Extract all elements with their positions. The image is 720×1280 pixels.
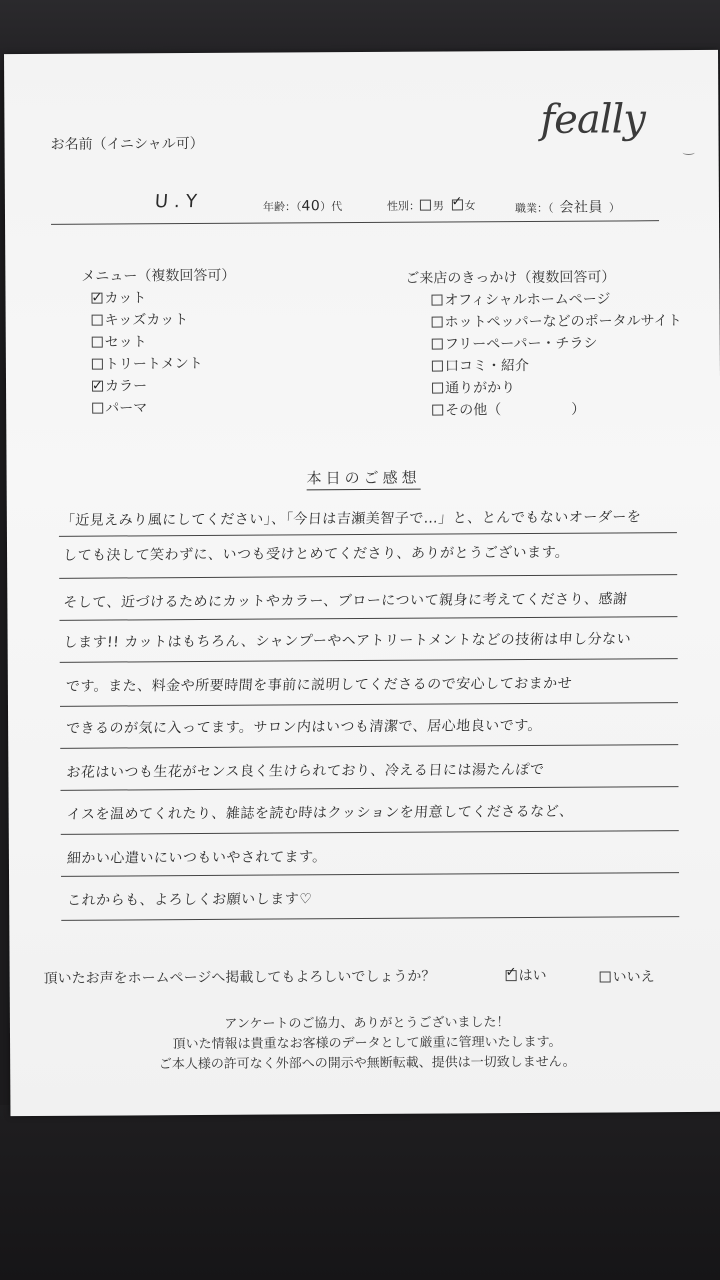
trigger-checkbox[interactable]	[432, 361, 443, 372]
ruled-line	[61, 916, 679, 921]
menu-item-set[interactable]: セット	[92, 331, 203, 354]
age-field	[263, 198, 342, 214]
check-mark-icon: ✓	[505, 965, 517, 981]
trigger-item-portal-site[interactable]: ホットペッパーなどのポータルサイト	[432, 310, 682, 334]
ruled-line	[59, 616, 677, 621]
trigger-checkbox[interactable]	[432, 405, 443, 416]
impression-line: します!! カットはもちろん、シャンプーやヘアトリートメントなどの技術は申し分ない	[63, 631, 632, 651]
impression-line: 「近見えみり風にしてください」、「今日は吉瀬美智子で…」と、とんでもないオーダーを	[60, 509, 642, 529]
age-suffix: ）代	[320, 200, 343, 214]
thanks-line: アンケートのご協力、ありがとうございました！	[224, 1015, 510, 1032]
publish-yes-option[interactable]	[506, 965, 547, 985]
publish-yes-label: はい	[518, 967, 547, 985]
menu-item-kids-cut[interactable]: キッズカット	[92, 309, 203, 332]
menu-color-checkbox[interactable]	[91, 378, 103, 394]
age-value: 40	[301, 198, 321, 215]
menu-item-color[interactable]: ✓ カラー	[92, 375, 203, 398]
impression-line: そして、近づけるためにカットやカラー、ブローについて親身に考えてくださり、感謝	[62, 591, 629, 611]
trigger-list	[431, 288, 682, 422]
job-suffix: ）	[608, 201, 620, 215]
trigger-item-other[interactable]: その他（ ）	[432, 398, 682, 422]
ruled-line	[60, 744, 678, 749]
brand-logo: feally	[540, 96, 646, 143]
impression-line: です。また、料金や所要時間を事前に説明してくださるので安心しておまかせ	[65, 675, 573, 695]
trigger-title: ご来店のきっかけ（複数回答可）	[405, 269, 616, 287]
ruled-line	[59, 532, 677, 537]
impression-line: しても決して笑わずに、いつも受けとめてくださり、ありがとうございます。	[62, 544, 570, 564]
gender-label: 性別：	[386, 199, 420, 213]
trigger-item-official-site[interactable]: オフィシャルホームページ	[431, 288, 681, 312]
logo-flourish	[683, 150, 695, 155]
job-field	[515, 196, 620, 217]
impression-line: 細かい心遣いにいつもいやされてます。	[66, 849, 328, 867]
gender-female-label: 女	[464, 199, 476, 213]
trigger-checkbox[interactable]	[432, 317, 443, 328]
impression-line: できるのが気に入ってます。サロン内はいつも清潔で、居心地良いです。	[65, 717, 543, 737]
impression-line: イスを温めてくれたり、雑誌を読む時はクッションを用意してくださるなど、	[66, 803, 575, 823]
gender-female-checkbox[interactable]	[451, 194, 463, 210]
header-divider	[51, 220, 659, 225]
impressions-title: 本日のご感想	[307, 467, 421, 491]
thanks-block	[10, 1012, 720, 1076]
check-mark-icon: ✓	[451, 194, 463, 210]
publish-yes-checkbox[interactable]	[505, 965, 517, 981]
name-label: お名前（イニシャル可）	[50, 135, 204, 153]
impression-line: これからも、よろしくお願いします♡	[66, 891, 313, 909]
menu-treatment-checkbox[interactable]	[92, 359, 103, 370]
trigger-item-passing-by[interactable]: 通りがかり	[432, 376, 682, 400]
publish-no-checkbox[interactable]	[600, 971, 611, 982]
ruled-line	[60, 658, 678, 663]
thanks-line: ご本人様の許可なく外部への開示や無断転載、提供は一切致しません。	[158, 1054, 576, 1073]
job-label: 職業：（	[514, 201, 554, 216]
thanks-line: 頂いた情報は貴重なお客様のデータとして厳重に管理いたします。	[172, 1034, 562, 1053]
ruled-line	[61, 786, 679, 791]
gender-male-label: 男	[432, 199, 444, 213]
menu-item-cut[interactable]: ✓ カット	[91, 287, 202, 310]
gender-male-checkbox[interactable]	[420, 200, 431, 211]
age-label: 年齢：（	[262, 200, 302, 214]
menu-title: メニュー（複数回答可）	[81, 267, 236, 285]
ruled-line	[61, 830, 679, 835]
name-value: U.Y	[154, 190, 204, 213]
job-value: 会社員	[559, 199, 604, 216]
ruled-line	[61, 872, 679, 877]
gender-field	[386, 194, 476, 214]
trigger-checkbox[interactable]	[431, 295, 442, 306]
publish-no-option[interactable]	[600, 966, 655, 986]
publish-no-label: いいえ	[612, 969, 655, 986]
menu-set-checkbox[interactable]	[92, 337, 103, 348]
trigger-item-word-of-mouth[interactable]: 口コミ・紹介	[432, 354, 682, 378]
menu-list	[91, 287, 203, 420]
trigger-checkbox[interactable]	[432, 383, 443, 394]
check-mark-icon: ✓	[91, 378, 103, 394]
menu-kids-cut-checkbox[interactable]	[92, 315, 103, 326]
ruled-line	[59, 574, 677, 579]
ruled-line	[60, 702, 678, 707]
trigger-item-free-paper[interactable]: フリーペーパー・チラシ	[432, 332, 682, 356]
publish-question: 頂いたお声をホームページへ掲載してもよろしいでしょうか？	[43, 968, 436, 987]
menu-item-treatment[interactable]: トリートメント	[92, 353, 203, 376]
menu-item-perm[interactable]: パーマ	[92, 397, 203, 420]
impression-line: お花はいつも生花がセンス良く生けられており、冷える日には湯たんぽで	[65, 761, 545, 781]
survey-sheet	[4, 50, 720, 1116]
background-table	[0, 1105, 720, 1280]
menu-perm-checkbox[interactable]	[92, 403, 103, 414]
check-mark-icon: ✓	[91, 290, 103, 306]
menu-cut-checkbox[interactable]	[91, 290, 103, 306]
trigger-checkbox[interactable]	[432, 339, 443, 350]
